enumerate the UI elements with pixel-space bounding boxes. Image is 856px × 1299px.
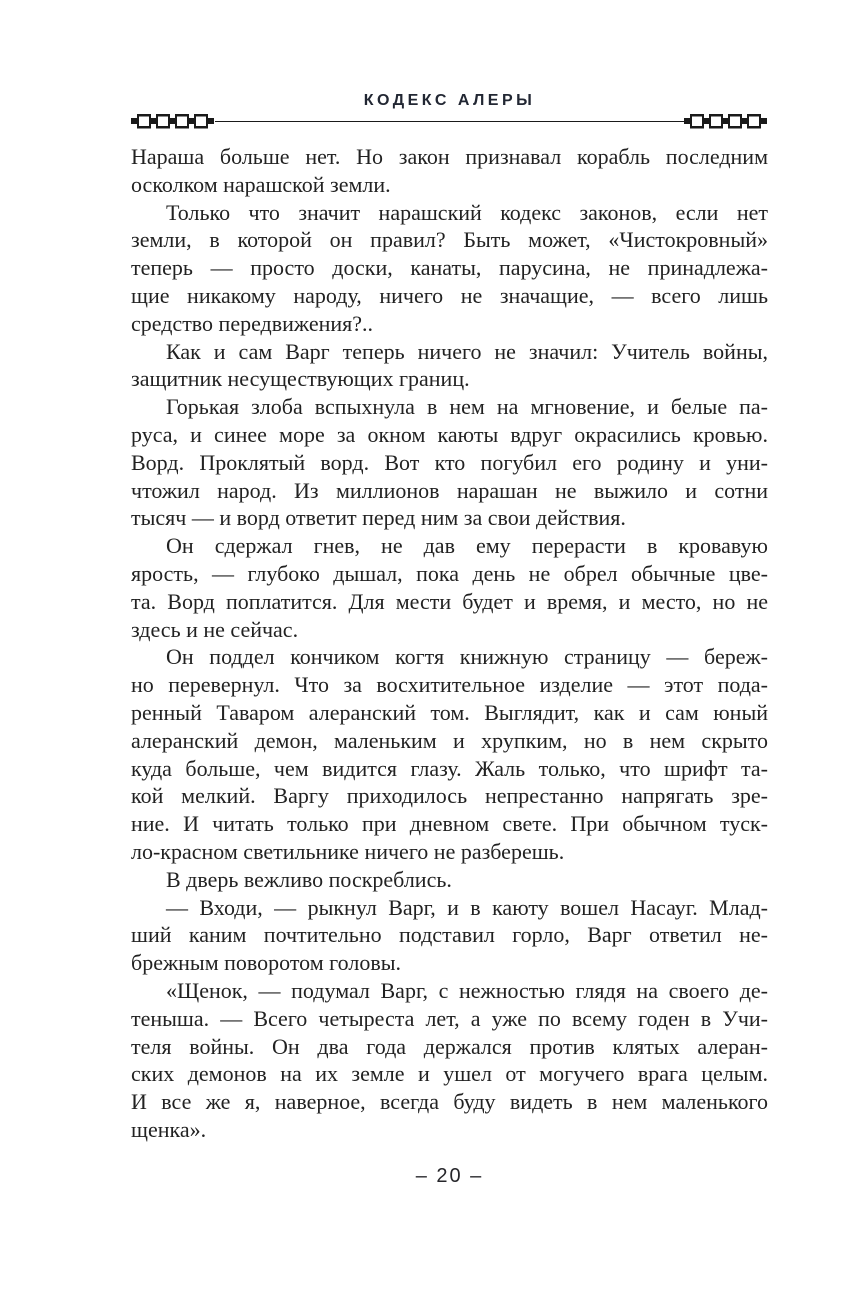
text-line: алеранский демон, маленьким и хрупким, но в нем скрыто xyxy=(131,727,768,753)
paragraph xyxy=(131,199,768,338)
text-line: Ворд. Проклятый ворд. Вот кто погубил его родину и уни- xyxy=(131,449,768,475)
paragraph xyxy=(131,977,768,1144)
text-line: здесь и не сейчас. xyxy=(131,616,299,642)
book-title: КОДЕКС АЛЕРЫ xyxy=(363,92,536,109)
chain-ornament-left-icon xyxy=(131,112,215,130)
paragraph xyxy=(131,532,768,643)
text-line: теля войны. Он два года держался против клятых алеран- xyxy=(131,1033,768,1059)
paragraph xyxy=(131,393,768,532)
text-line: теныша. — Всего четыреста лет, а уже по всему годен в Учи- xyxy=(131,1005,768,1031)
text-line: осколком нарашской земли. xyxy=(131,171,391,197)
text-line: Он сдержал гнев, не дав ему перерасти в кровавую xyxy=(166,533,768,559)
text-line: куда больше, чем видится глазу. Жаль только, что шрифт та- xyxy=(131,755,768,781)
paragraph xyxy=(131,894,768,977)
text-line: теперь — просто доски, канаты, парусина, не принадлежа- xyxy=(131,255,768,281)
header-rule-line xyxy=(215,121,684,122)
text-line: ренный Таваром алеранский том. Выглядит, как и сам юный xyxy=(131,699,768,725)
running-head xyxy=(131,0,768,130)
book-text xyxy=(131,143,768,1144)
text-line: но перевернул. Что за восхитительное изделие — этот пода- xyxy=(131,672,768,698)
text-line: защитник несуществующих границ. xyxy=(131,366,470,392)
text-line: руса, и синее море за окном каюты вдруг окрасились кровью. xyxy=(131,421,768,447)
text-line: ских демонов на их земле и ушел от могучего врага целым. xyxy=(131,1061,768,1087)
text-line: средство передвижения?.. xyxy=(131,310,374,336)
text-line: Как и сам Варг теперь ничего не значил: Учитель войны, xyxy=(166,338,768,364)
text-line: щенка». xyxy=(131,1116,207,1142)
paragraph xyxy=(131,866,768,894)
text-line: щие никакому народу, ничего не значащие, — всего лишь xyxy=(131,282,768,308)
text-line: И все же я, наверное, всегда буду видеть в нем маленького xyxy=(131,1089,768,1115)
text-line: та. Ворд поплатится. Для мести будет и время, и место, но не xyxy=(131,588,768,614)
text-line: «Щенок, — подумал Варг, с нежностью глядя на своего де- xyxy=(166,977,768,1003)
book-page xyxy=(131,0,768,1299)
header-rule xyxy=(131,112,768,130)
text-line: В дверь вежливо поскреблись. xyxy=(166,866,452,892)
text-line: Он поддел кончиком когтя книжную страницу — береж- xyxy=(166,644,768,670)
text-line: Только что значит нарашский кодекс законов, если нет xyxy=(166,199,768,225)
text-line: ярость, — глубоко дышал, пока день не обрел обычные цве- xyxy=(131,560,768,586)
text-line: ло-красном светильнике ничего не разберешь. xyxy=(131,838,565,864)
text-line: ший каним почтительно подставил горло, Варг ответил не- xyxy=(131,922,768,948)
text-line: кой мелкий. Варгу приходилось непрестанно напрягать зре- xyxy=(131,783,768,809)
text-line: Нараша больше нет. Но закон признавал корабль последним xyxy=(131,144,768,169)
page-number: – 20 – xyxy=(415,1164,484,1187)
text-line: — Входи, — рыкнул Варг, и в каюту вошел Насауг. Млад- xyxy=(166,894,768,920)
paragraph xyxy=(131,143,768,199)
text-line: ние. И читать только при дневном свете. При обычном туск- xyxy=(131,811,768,837)
chain-ornament-right-icon xyxy=(684,112,768,130)
paragraph xyxy=(131,338,768,394)
paragraph xyxy=(131,643,768,865)
text-line: чтожил народ. Из миллионов нарашан не выжило и сотни xyxy=(131,477,768,503)
text-line: тысяч — и ворд ответит перед ним за свои действия. xyxy=(131,505,626,531)
text-line: брежным поворотом головы. xyxy=(131,950,402,976)
text-line: Горькая злоба вспыхнула в нем на мгновение, и белые па- xyxy=(166,394,768,420)
text-line: земли, в которой он правил? Быть может, «Чистокровный» xyxy=(131,227,768,253)
